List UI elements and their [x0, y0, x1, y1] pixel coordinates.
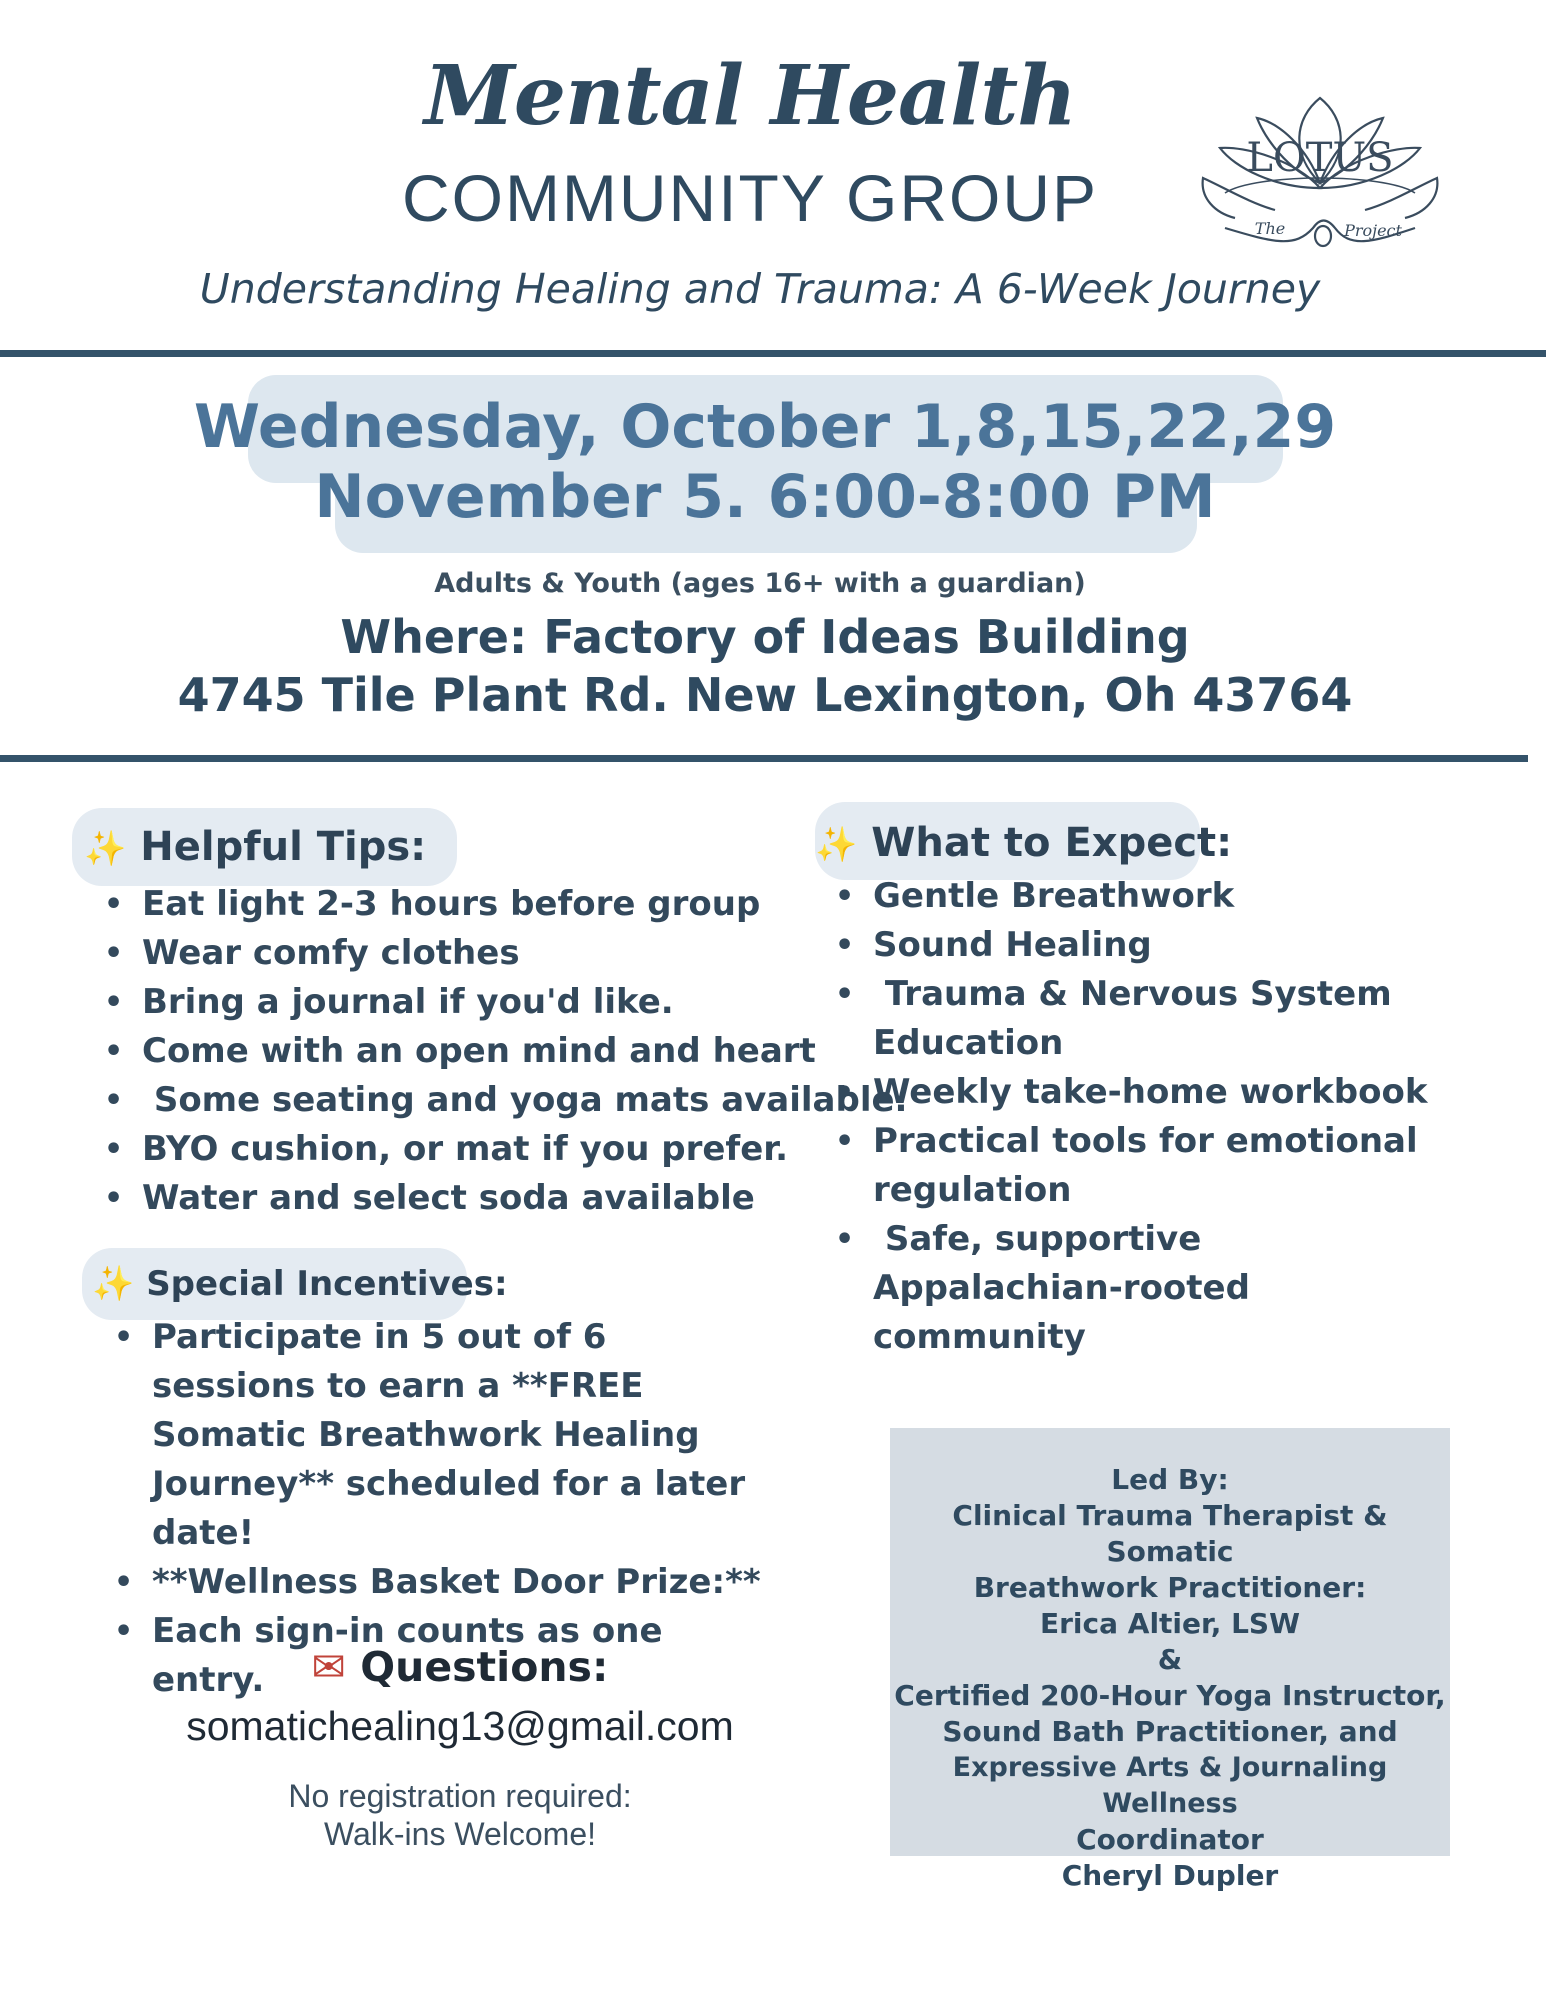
led-by-line: Expressive Arts & Journaling Wellness [952, 1752, 1388, 1819]
led-by-line: Led By: [1111, 1463, 1229, 1496]
expect-list [873, 872, 1433, 1362]
title: Mental Health [424, 48, 1076, 144]
envelope-icon: ✉ [311, 1643, 346, 1691]
location-line-1: Where: Factory of Ideas Building [340, 610, 1190, 664]
logo-text: LOTUS [1246, 135, 1394, 181]
logo-sub-left: The [1254, 219, 1286, 238]
location-line-2: 4745 Tile Plant Rd. New Lexington, Oh 43764 [177, 668, 1353, 722]
led-by-line: Clinical Trauma Therapist & Somatic [952, 1499, 1388, 1568]
sparkles-icon: ✨ [92, 1264, 135, 1304]
led-by-text [890, 1428, 1450, 1894]
lotus-icon [1195, 78, 1445, 278]
tips-heading [84, 824, 426, 870]
led-by-box [890, 1428, 1450, 1892]
questions-heading-text: Questions: [360, 1643, 609, 1691]
led-by-line: Certified 200-Hour Yoga Instructor, [894, 1679, 1446, 1712]
led-by-line: Breathwork Practitioner: [973, 1571, 1367, 1604]
divider-middle [0, 755, 1528, 762]
incentives-heading [92, 1264, 508, 1304]
list-item: • Trauma & Nervous System Education [873, 970, 1433, 1068]
schedule-line-2: November 5. 6:00-8:00 PM [314, 462, 1216, 532]
list-item: • Sound Healing [873, 921, 1433, 970]
list-item: • Each sign-in counts as one entry. [152, 1607, 772, 1705]
incentives-heading-text: Special Incentives: [146, 1264, 508, 1304]
list-item: • Water and select soda available [142, 1174, 842, 1223]
list-item: • Weekly take-home workbook [873, 1068, 1433, 1117]
list-item: • Come with an open mind and heart [142, 1027, 842, 1076]
list-item: • BYO cushion, or mat if you prefer. [142, 1125, 842, 1174]
subtitle: COMMUNITY GROUP [401, 161, 1099, 235]
schedule-line-1: Wednesday, October 1,8,15,22,29 [193, 392, 1337, 462]
led-by-line: Erica Altier, LSW [1040, 1607, 1300, 1640]
tips-list [142, 880, 908, 1223]
questions-heading [150, 1643, 770, 1691]
contact-email[interactable]: somatichealing13@gmail.com [186, 1703, 734, 1749]
list-item: • Bring a journal if you'd like. [142, 978, 842, 1027]
logo-sub-right: Project [1344, 221, 1402, 240]
list-item: • Some seating and yoga mats available. [142, 1076, 842, 1125]
tagline: Understanding Healing and Trauma: A 6-Week Journey [199, 265, 1321, 313]
expect-heading-text: What to Expect: [871, 820, 1233, 866]
list-item: • Practical tools for emotional regulation [873, 1117, 1433, 1215]
registration-note: No registration required: [288, 1778, 632, 1814]
led-by-line: Sound Bath Practitioner, and [942, 1715, 1398, 1748]
sparkles-icon: ✨ [84, 829, 127, 869]
walkins-note: Walk-ins Welcome! [323, 1816, 597, 1852]
list-item: • Wear comfy clothes [142, 929, 842, 978]
list-item: • **Wellness Basket Door Prize:** [152, 1558, 772, 1607]
sparkles-icon: ✨ [815, 825, 858, 865]
led-by-line: Cheryl Dupler [1061, 1859, 1279, 1892]
list-item: • Gentle Breathwork [873, 872, 1433, 921]
list-item: • Safe, supportive Appalachian-rooted community [873, 1215, 1433, 1362]
led-by-line: & [1157, 1643, 1183, 1676]
divider-top [0, 350, 1546, 357]
led-by-line: Coordinator [1076, 1823, 1264, 1856]
list-item: • Participate in 5 out of 6 sessions to earn a **FREE Somatic Breathwork Healing Journey** scheduled for a later date! [152, 1313, 772, 1558]
lotus-logo [1195, 78, 1445, 278]
tips-heading-text: Helpful Tips: [140, 824, 427, 870]
expect-heading [815, 820, 1232, 866]
audience: Adults & Youth (ages 16+ with a guardian) [434, 568, 1086, 599]
list-item: • Eat light 2-3 hours before group [142, 880, 842, 929]
